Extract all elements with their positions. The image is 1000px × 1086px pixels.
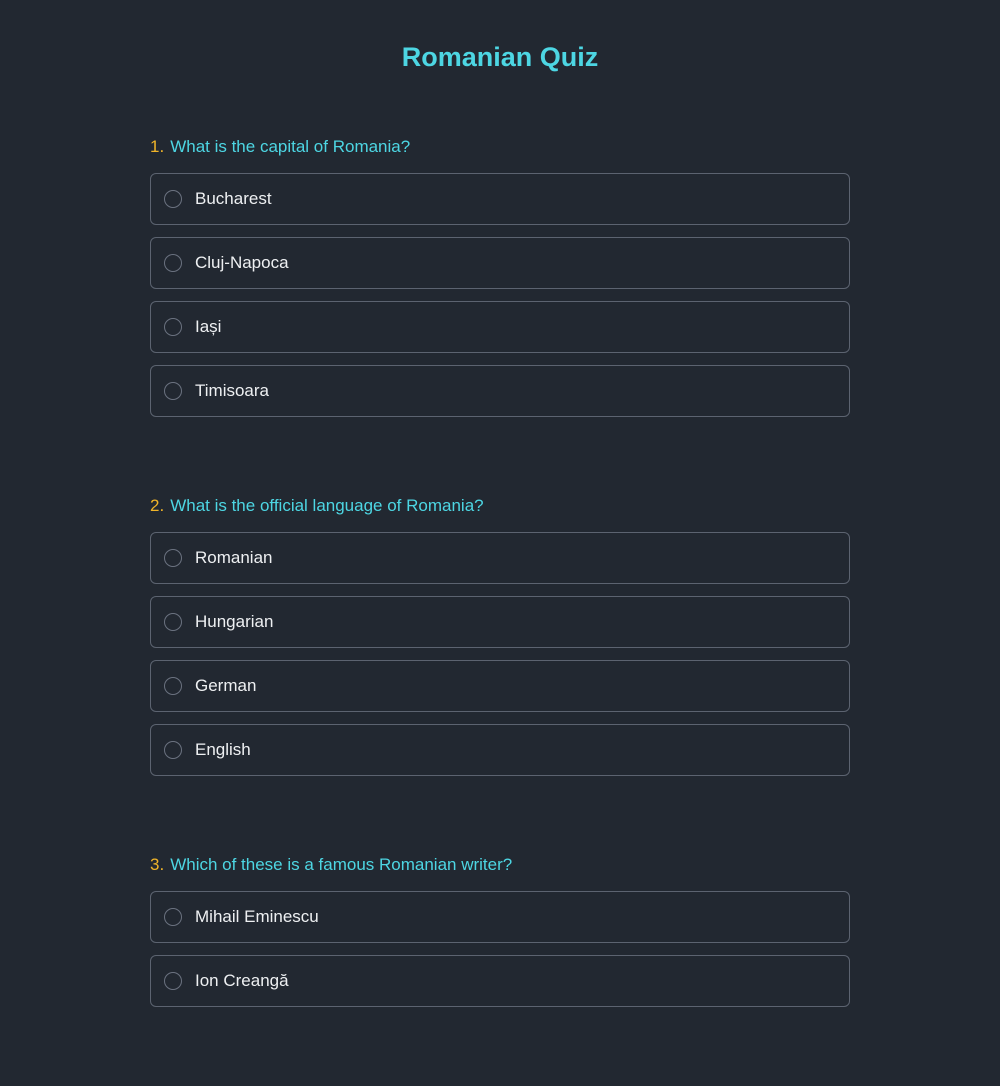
- quiz-container: [150, 137, 850, 1086]
- radio-icon[interactable]: [164, 254, 182, 272]
- option-timisoara[interactable]: [150, 365, 850, 417]
- option-label: Iași: [195, 317, 222, 336]
- radio-icon[interactable]: [164, 972, 182, 990]
- radio-icon[interactable]: [164, 677, 182, 695]
- option-label: Cluj-Napoca: [195, 253, 289, 272]
- question-label: [150, 496, 850, 516]
- question-number: 2.: [150, 496, 165, 515]
- option-german[interactable]: [150, 660, 850, 712]
- radio-icon[interactable]: [164, 549, 182, 567]
- question-1: [150, 137, 850, 417]
- question-text: What is the capital of Romania?: [170, 137, 411, 156]
- option-label: Bucharest: [195, 189, 272, 208]
- option-cluj-napoca[interactable]: [150, 237, 850, 289]
- option-ion-creanga[interactable]: [150, 955, 850, 1007]
- question-2: [150, 496, 850, 776]
- radio-icon[interactable]: [164, 190, 182, 208]
- option-romanian[interactable]: [150, 532, 850, 584]
- option-hungarian[interactable]: [150, 596, 850, 648]
- question-number: 3.: [150, 855, 165, 874]
- option-label: Romanian: [195, 548, 273, 567]
- option-english[interactable]: [150, 724, 850, 776]
- page-title: Romanian Quiz: [401, 42, 599, 72]
- radio-icon[interactable]: [164, 382, 182, 400]
- radio-icon[interactable]: [164, 318, 182, 336]
- radio-icon[interactable]: [164, 908, 182, 926]
- question-text: What is the official language of Romania?: [170, 496, 484, 515]
- question-text: Which of these is a famous Romanian writer?: [170, 855, 513, 874]
- radio-icon[interactable]: [164, 613, 182, 631]
- option-label: Hungarian: [195, 612, 274, 631]
- question-label: [150, 137, 850, 157]
- option-label: Timisoara: [195, 381, 269, 400]
- question-number: 1.: [150, 137, 165, 156]
- option-label: German: [195, 676, 257, 695]
- option-label: Mihail Eminescu: [195, 907, 319, 926]
- option-label: Ion Creangă: [195, 971, 289, 990]
- option-mihail-eminescu[interactable]: [150, 891, 850, 943]
- question-3: [150, 855, 850, 1007]
- option-iasi[interactable]: [150, 301, 850, 353]
- option-bucharest[interactable]: [150, 173, 850, 225]
- radio-icon[interactable]: [164, 741, 182, 759]
- option-label: English: [195, 740, 251, 759]
- question-label: [150, 855, 850, 875]
